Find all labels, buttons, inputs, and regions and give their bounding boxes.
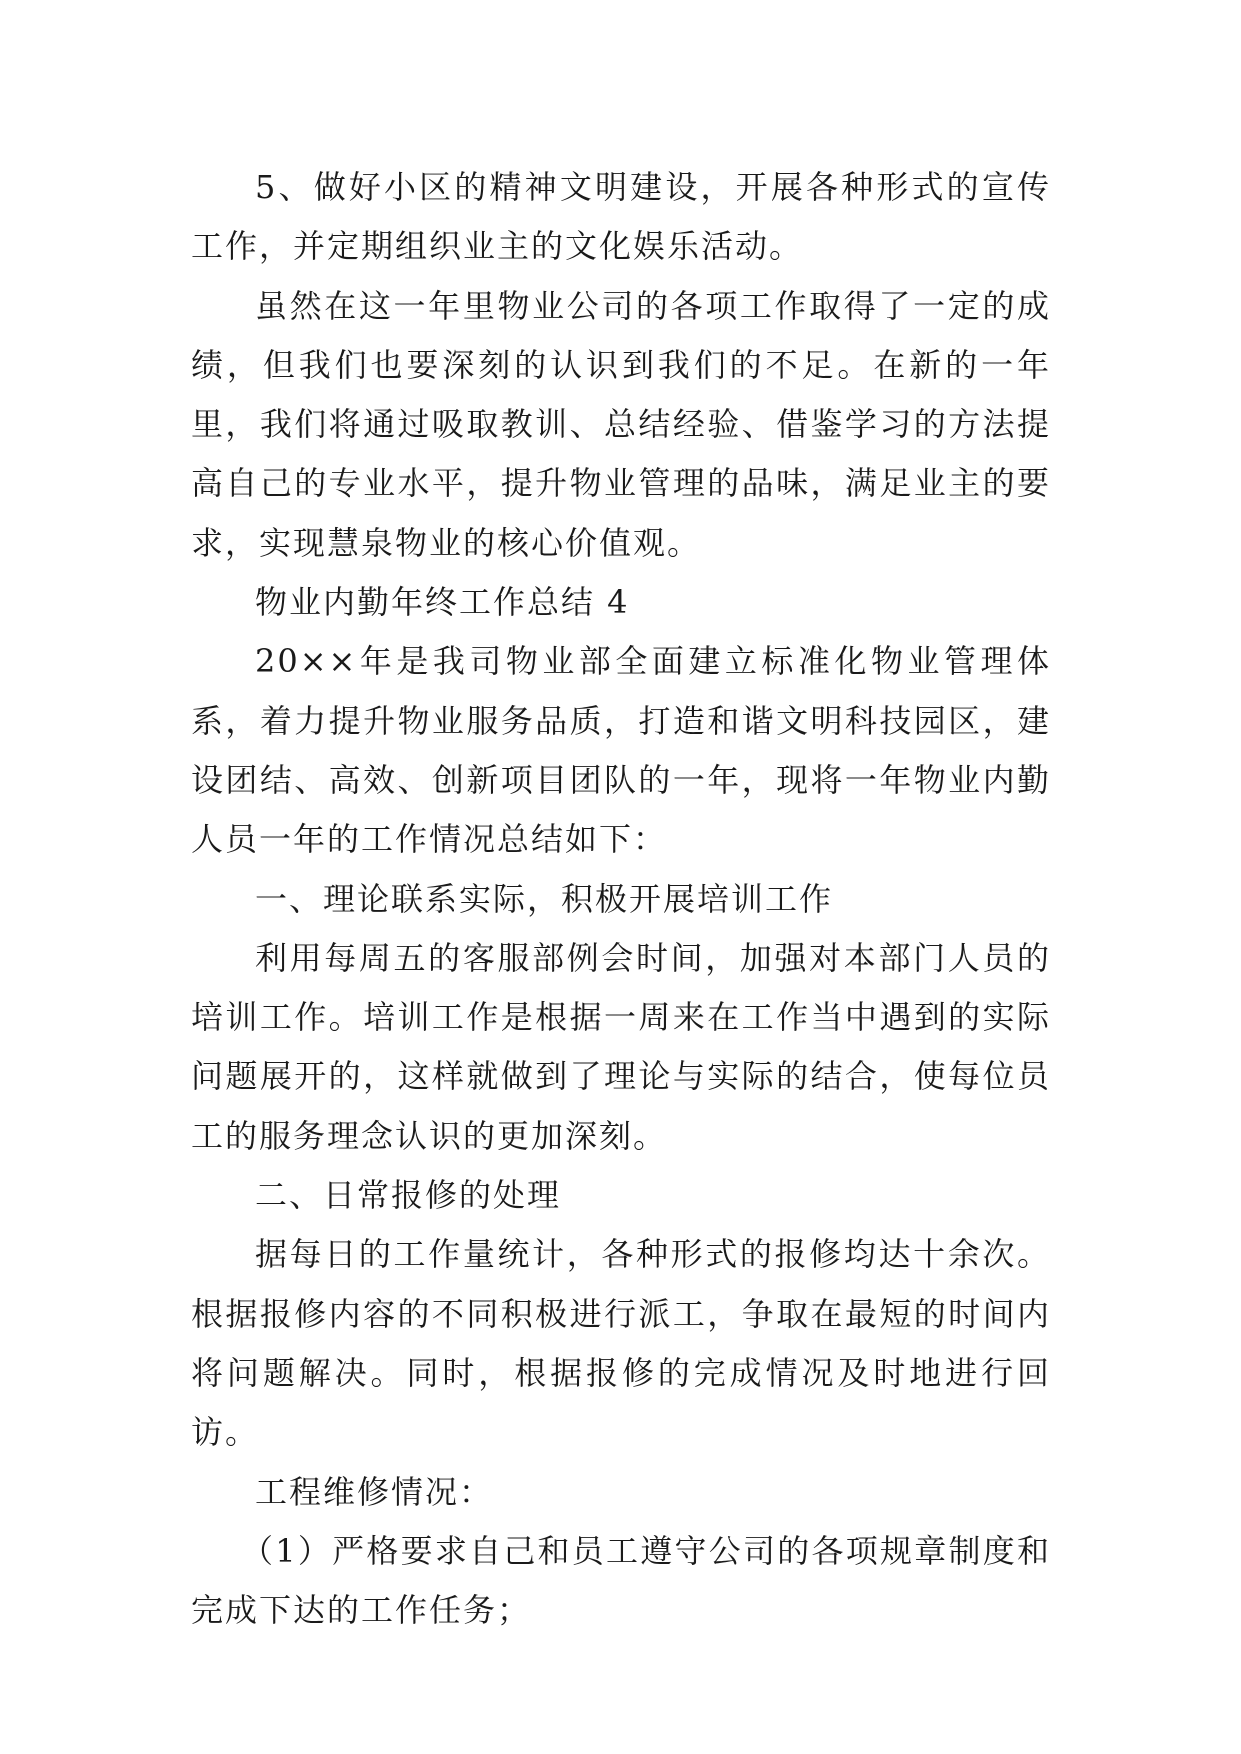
document-body	[191, 158, 1051, 1640]
heading-training-work: 一、理论联系实际，积极开展培训工作	[255, 879, 834, 918]
paragraph-spiritual-civilization: 5、做好小区的精神文明建设，开展各种形式的宣传工作，并定期组织业主的文化娱乐活动。	[191, 168, 1051, 266]
paragraph-maintenance-item-1: （1）严格要求自己和员工遵守公司的各项规章制度和完成下达的工作任务；	[191, 1531, 1051, 1630]
paragraph-year-overview: 20××年是我司物业部全面建立标准化物业管理体系，着力提升物业服务品质，打造和谐文明科技园区，建设团结、高效、创新项目团队的一年，现将一年物业内勤人员一年的工作情况总结如下：	[191, 642, 1051, 859]
paragraph-daily-repairs: 据每日的工作量统计，各种形式的报修均达十余次。根据报修内容的不同积极进行派工，争取在最短的时间内将问题解决。同时，根据报修的完成情况及时地进行回访。	[191, 1235, 1051, 1452]
paragraph-training-work: 利用每周五的客服部例会时间，加强对本部门人员的培训工作。培训工作是根据一周来在工作当中遇到的实际问题展开的，这样就做到了理论与实际的结合，使每位员工的服务理念认识的更加深刻。	[191, 938, 1051, 1155]
section-heading-summary-4: 物业内勤年终工作总结 4	[255, 583, 630, 622]
heading-daily-repairs: 二、日常报修的处理	[255, 1176, 562, 1215]
paragraph-achievements-and-shortcomings: 虽然在这一年里物业公司的各项工作取得了一定的成绩，但我们也要深刻的认识到我们的不足。在新的一年里，我们将通过吸取教训、总结经验、借鉴学习的方法提高自己的专业水平，提升物业管理的品味，满足业主的要求，实现慧泉物业的核心价值观。	[191, 286, 1051, 562]
heading-engineering-maintenance: 工程维修情况：	[255, 1472, 494, 1511]
